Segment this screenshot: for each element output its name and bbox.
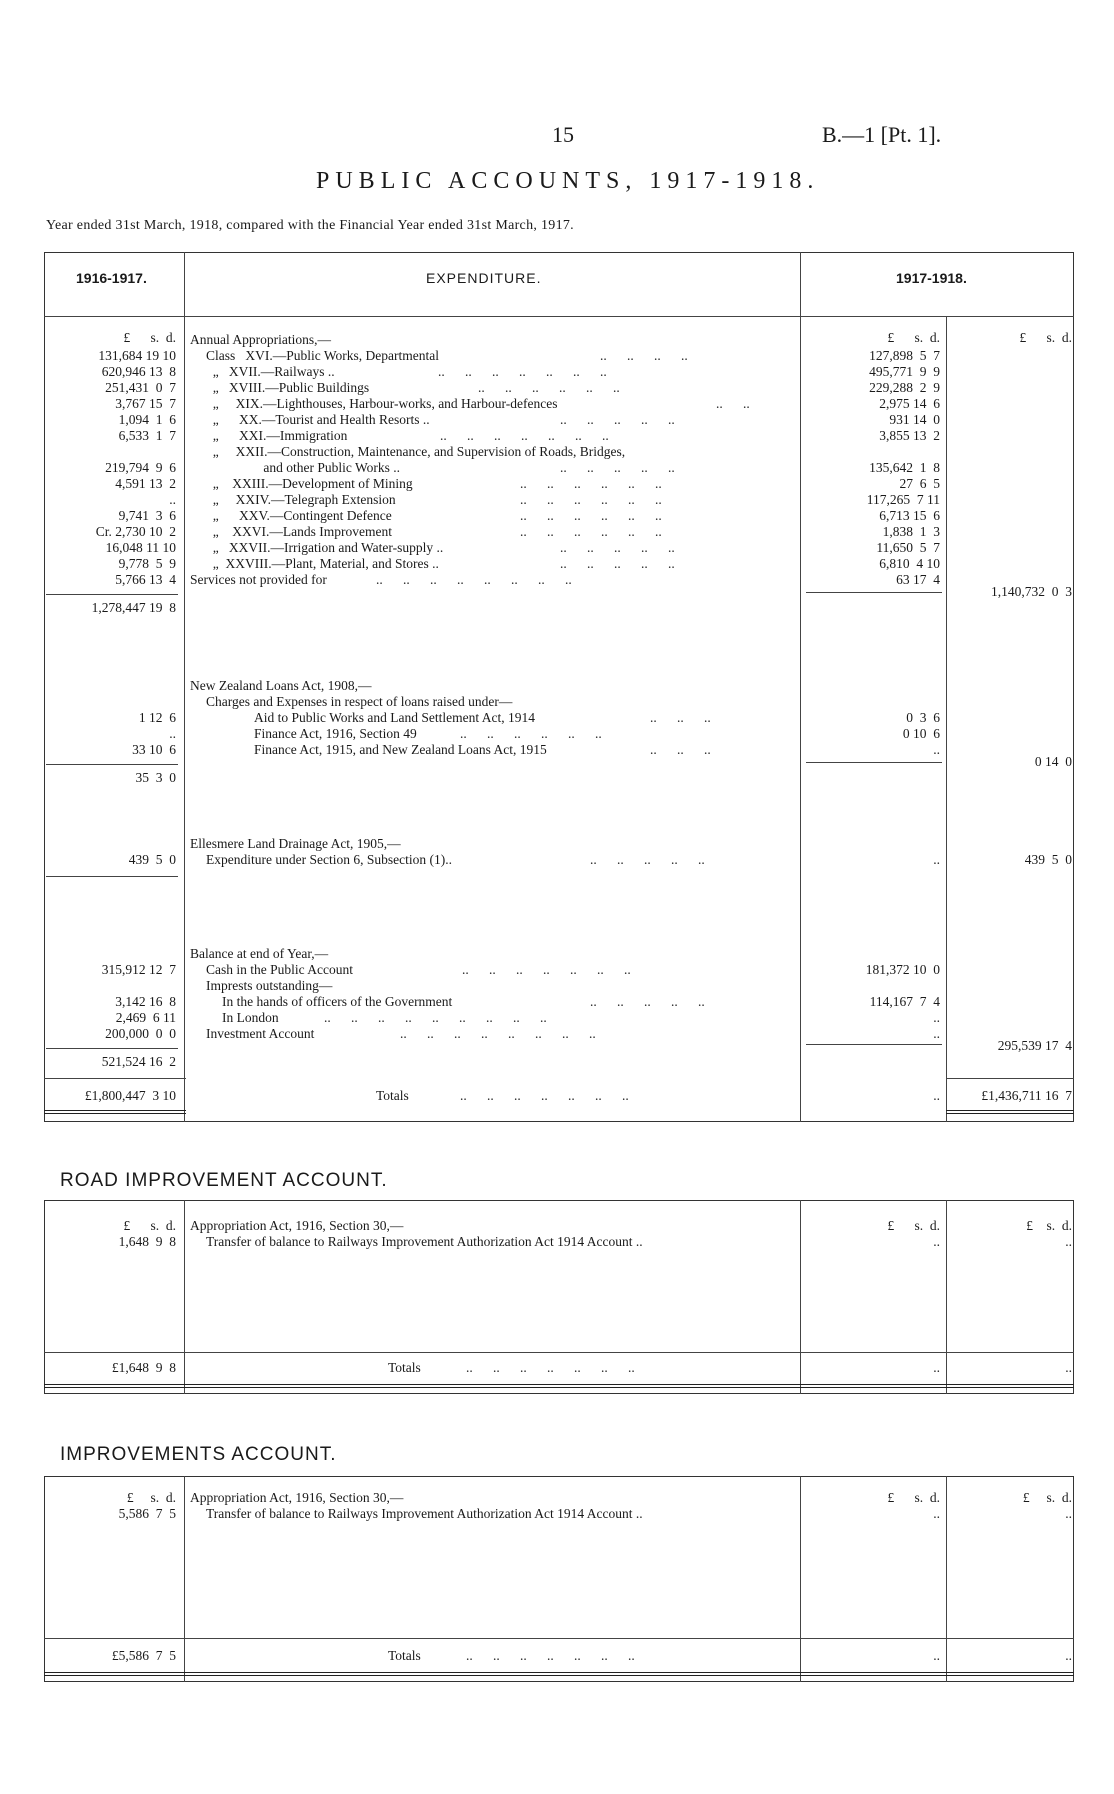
unit-header: £ s. d.: [126, 1490, 176, 1505]
leader-dots: .. .. .. .. .. .. ..: [438, 364, 607, 379]
column-header-expenditure: EXPENDITURE.: [426, 270, 542, 286]
subtotal-prev: 35 3 0: [135, 770, 176, 785]
section-subheading: Charges and Expenses in respect of loans raised under—: [206, 694, 513, 709]
road-account-title: ROAD IMPROVEMENT ACCOUNT.: [60, 1170, 388, 1191]
table-row: 27 6 5: [899, 476, 940, 491]
table-row: Transfer of balance to Railways Improvement Authorization Act 1914 Account ..: [206, 1234, 643, 1249]
table-row: 9,778 5 9: [118, 556, 176, 571]
table-row: 1,838 1 3: [882, 524, 940, 539]
table-row: 1,094 1 6: [118, 412, 176, 427]
total-prev: £5,586 7 5: [111, 1648, 176, 1663]
leader-dots: .. .. ..: [650, 742, 711, 757]
subtotal-rule: [806, 1044, 942, 1045]
table-row: Services not provided for: [190, 572, 327, 587]
totals-label: Totals: [388, 1648, 421, 1663]
col-divider: [184, 1476, 185, 1682]
leader-dots: .. .. .. .. .. .. .. ..: [400, 1026, 596, 1041]
table-row: 1,648 9 8: [118, 1234, 176, 1249]
subtotal-curr: 1,140,732 0 3: [991, 584, 1072, 599]
table-row: 16,048 11 10: [105, 540, 176, 555]
table-row: „ XXIV.—Telegraph Extension: [206, 492, 396, 507]
table-row: ..: [933, 1010, 940, 1025]
totals-rule: [44, 1078, 186, 1079]
col-divider: [946, 1476, 947, 1682]
unit-header: £ s. d.: [123, 330, 176, 345]
unit-header: £ s. d.: [1022, 1490, 1072, 1505]
double-rule: [44, 1384, 1074, 1388]
table-row: 181,372 10 0: [865, 962, 940, 977]
leader-dots: .. .. .. .. .. ..: [520, 508, 662, 523]
table-row: 117,265 7 11: [866, 492, 940, 507]
table-row: 127,898 5 7: [869, 348, 940, 363]
totals-label: Totals: [376, 1088, 409, 1103]
table-row: 3,855 13 2: [879, 428, 940, 443]
leader-dots: .. .. .. .. .. ..: [520, 492, 662, 507]
table-row: Finance Act, 1915, and New Zealand Loans Act, 1915: [254, 742, 547, 757]
table-row: ..: [933, 852, 940, 867]
table-row: 2,975 14 6: [879, 396, 940, 411]
totals-rule: [44, 1352, 1074, 1353]
double-rule: [44, 1672, 1074, 1676]
section-heading: New Zealand Loans Act, 1908,—: [190, 678, 372, 693]
table-row: „ XX.—Tourist and Health Resorts ..: [206, 412, 430, 427]
totals-rule: [946, 1078, 1074, 1079]
section-heading: Annual Appropriations,—: [190, 332, 331, 347]
table-row: Expenditure under Section 6, Subsection (1)..: [206, 852, 452, 867]
table-row: ..: [933, 1026, 940, 1041]
leader-dots: .. .. .. .. .. .. ..: [466, 1360, 635, 1375]
table-row: 3,142 16 8: [115, 994, 176, 1009]
col-divider: [184, 1200, 185, 1394]
page-title: PUBLIC ACCOUNTS, 1917-1918.: [316, 168, 820, 194]
grand-total-mid: ..: [933, 1088, 940, 1103]
table-row: 5,766 13 4: [115, 572, 176, 587]
table-row: ..: [169, 726, 176, 741]
table-row: ..: [1065, 1506, 1072, 1521]
table-row: 6,810 4 10: [879, 556, 940, 571]
table-row: ..: [169, 492, 176, 507]
table-row: In London: [222, 1010, 279, 1025]
table-row: „ XXVII.—Irrigation and Water-supply ..: [206, 540, 444, 555]
unit-header: £ s. d.: [1019, 330, 1072, 345]
table-row: „ XXV.—Contingent Defence: [206, 508, 392, 523]
leader-dots: .. .. .. .. .. .. ..: [460, 1088, 629, 1103]
table-row: ..: [933, 1234, 940, 1249]
total-prev: £1,648 9 8: [111, 1360, 176, 1375]
table-row: „ XXII.—Construction, Maintenance, and Supervision of Roads, Bridges,: [206, 444, 626, 459]
table-row: 131,684 19 10: [98, 348, 176, 363]
section-rule: [46, 876, 178, 877]
total-curr: ..: [1065, 1648, 1072, 1663]
grand-total-curr: £1,436,711 16 7: [981, 1088, 1072, 1103]
subtotal-prev: 1,278,447 19 8: [91, 600, 176, 615]
total-curr: ..: [1065, 1360, 1072, 1375]
subtotal-rule: [806, 592, 942, 593]
page-reference: B.—1 [Pt. 1].: [822, 122, 942, 147]
table-row: Class XVI.—Public Works, Departmental: [206, 348, 440, 363]
totals-label: Totals: [388, 1360, 421, 1375]
column-header-curr-year: 1917-1918.: [896, 270, 967, 286]
table-row: 5,586 7 5: [118, 1506, 176, 1521]
table-row: 931 14 0: [889, 412, 940, 427]
table-row: 6,713 15 6: [879, 508, 940, 523]
leader-dots: .. .. .. .. ..: [560, 540, 675, 555]
subtotal-rule: [46, 764, 178, 765]
table-row: 251,431 0 7: [105, 380, 176, 395]
leader-dots: .. .. .. .. .. .. ..: [462, 962, 631, 977]
leader-dots: .. .. .. .. .. ..: [478, 380, 620, 395]
leader-dots: .. .. ..: [650, 710, 711, 725]
unit-header: £ s. d.: [1026, 1218, 1072, 1233]
table-row: 33 10 6: [132, 742, 176, 757]
section-heading: Balance at end of Year,—: [190, 946, 329, 961]
leader-dots: .. ..: [716, 396, 750, 411]
subtotal-rule: [46, 594, 178, 595]
table-row: Aid to Public Works and Land Settlement Act, 1914: [254, 710, 536, 725]
col-divider: [946, 1200, 947, 1394]
table-row: 315,912 12 7: [101, 962, 176, 977]
page-subtitle: Year ended 31st March, 1918, compared with the Financial Year ended 31st March, 1917.: [46, 218, 574, 233]
subtotal-rule: [806, 762, 942, 763]
subtotal-curr: 0 14 0: [1034, 754, 1072, 769]
table-row: 219,794 9 6: [105, 460, 176, 475]
table-row: 620,946 13 8: [101, 364, 176, 379]
totals-rule: [44, 1638, 1074, 1639]
leader-dots: .. .. .. .. .. ..: [520, 476, 662, 491]
leader-dots: .. .. .. .. .. .. ..: [440, 428, 609, 443]
table-row: Transfer of balance to Railways Improvement Authorization Act 1914 Account ..: [206, 1506, 643, 1521]
table-row: and other Public Works ..: [206, 460, 401, 475]
leader-dots: .. .. .. .. .. .. ..: [466, 1648, 635, 1663]
table-row: 63 17 4: [896, 572, 940, 587]
table-row: ..: [933, 1506, 940, 1521]
total-mid: ..: [933, 1648, 940, 1663]
column-header-prev-year: 1916-1917.: [76, 270, 147, 286]
table-row: 3,767 15 7: [115, 396, 176, 411]
table-row: In the hands of officers of the Government: [222, 994, 453, 1009]
table-row: 0 10 6: [902, 726, 940, 741]
unit-header: £ s. d.: [887, 330, 940, 345]
table-row: „ XXI.—Immigration: [206, 428, 348, 443]
leader-dots: .. .. .. .. ..: [560, 556, 675, 571]
table-row: 439 5 0: [128, 852, 176, 867]
unit-header: £ s. d.: [887, 1218, 940, 1233]
table-row: Investment Account: [206, 1026, 315, 1041]
subtotal-curr: 295,539 17 4: [997, 1038, 1072, 1053]
table-row: ..: [933, 742, 940, 757]
table-row: 495,771 9 9: [869, 364, 940, 379]
table-row: „ XVIII.—Public Buildings: [206, 380, 370, 395]
leader-dots: .. .. .. .. ..: [560, 460, 675, 475]
table-row: 9,741 3 6: [118, 508, 176, 523]
section-heading: Ellesmere Land Drainage Act, 1905,—: [190, 836, 401, 851]
leader-dots: .. .. .. .. .. .. .. .. ..: [324, 1010, 547, 1025]
subtotal-rule: [46, 1048, 178, 1049]
table-row: 6,533 1 7: [118, 428, 176, 443]
page-number: 15: [552, 122, 574, 147]
grand-total-prev: £1,800,447 3 10: [84, 1088, 176, 1103]
table-row: Cash in the Public Account: [206, 962, 353, 977]
table-row: „ XXIII.—Development of Mining: [206, 476, 413, 491]
table-header-rule: [44, 316, 1074, 317]
table-row: „ XXVIII.—Plant, Material, and Stores ..: [206, 556, 439, 571]
leader-dots: .. .. .. .. .. ..: [460, 726, 602, 741]
table-row: 229,288 2 9: [869, 380, 940, 395]
table-row: „ XXVI.—Lands Improvement: [206, 524, 392, 539]
leader-dots: .. .. .. .. ..: [590, 994, 705, 1009]
col-divider: [946, 316, 947, 1122]
leader-dots: .. .. .. .. .. ..: [520, 524, 662, 539]
total-mid: ..: [933, 1360, 940, 1375]
table-row: 114,167 7 4: [869, 994, 940, 1009]
col-divider: [184, 252, 185, 1122]
improvements-account-title: IMPROVEMENTS ACCOUNT.: [60, 1444, 337, 1465]
unit-header: £ s. d.: [887, 1490, 940, 1505]
table-row: Cr. 2,730 10 2: [95, 524, 176, 539]
leader-dots: .. .. .. .. ..: [560, 412, 675, 427]
table-row: Imprests outstanding—: [206, 978, 333, 993]
leader-dots: .. .. .. ..: [600, 348, 688, 363]
unit-header: £ s. d.: [123, 1218, 176, 1233]
table-row: ..: [1065, 1234, 1072, 1249]
section-heading: Appropriation Act, 1916, Section 30,—: [190, 1490, 404, 1505]
leader-dots: .. .. .. .. .. .. .. ..: [376, 572, 572, 587]
table-row: 0 3 6: [906, 710, 940, 725]
table-row: 4,591 13 2: [115, 476, 176, 491]
table-row: 11,650 5 7: [876, 540, 940, 555]
table-row: 1 12 6: [138, 710, 176, 725]
table-row: 439 5 0: [1024, 852, 1072, 867]
table-row: 200,000 0 0: [105, 1026, 176, 1041]
leader-dots: .. .. .. .. ..: [590, 852, 705, 867]
double-rule: [44, 1110, 186, 1114]
table-row: „ XVII.—Railways ..: [206, 364, 335, 379]
double-rule: [946, 1110, 1074, 1114]
subtotal-prev: 521,524 16 2: [101, 1054, 176, 1069]
table-row: 135,642 1 8: [869, 460, 940, 475]
table-row: Finance Act, 1916, Section 49: [254, 726, 417, 741]
section-heading: Appropriation Act, 1916, Section 30,—: [190, 1218, 404, 1233]
table-row: „ XIX.—Lighthouses, Harbour-works, and Harbour-defences: [206, 396, 558, 411]
table-row: 2,469 6 11: [115, 1010, 176, 1025]
